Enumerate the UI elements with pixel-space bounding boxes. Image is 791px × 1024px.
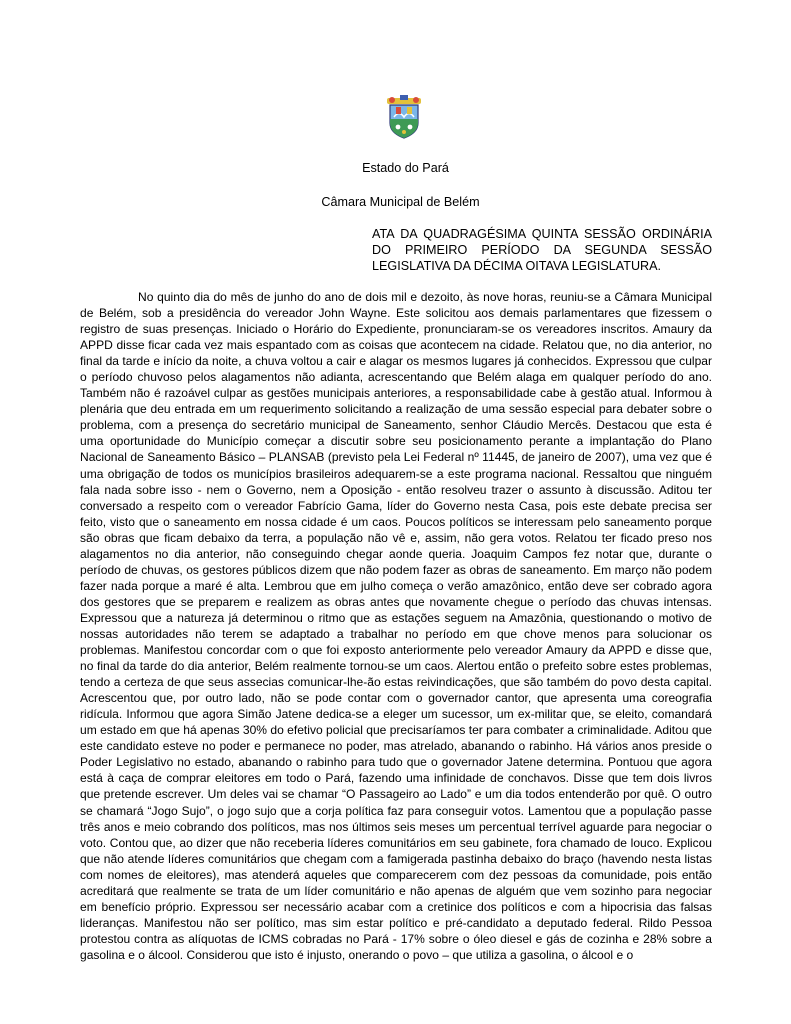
minutes-body-paragraph: No quinto dia do mês de junho do ano de dois mil e dezoito, às nove horas, reuniu-se a Câmara Municipal de Belém, sob a presidência do vereador John Wayne. Este solicitou aos demais parlamentares que fizessem o registro de suas presenças. Iniciado o Horário do Expediente, pronunciaram-se os vereadores inscritos. Amaury da APPD disse ficar cada vez mais espantado com as coisas que acontecem na cidade. Relatou que, no dia anterior, no final da tarde e início da noite, a chuva voltou a cair e alagar os mesmos lugares já conhecidos. Expressou que culpar o período chuvoso pelos alagamentos não adianta, acrescentando que Belém alaga em qualquer período do ano. Também não é razoável culpar as gestões municipais anteriores, a responsabilidade cabe à gestão atual. Informou à plenária que deu entrada em um requerimento solicitando a realização de uma sessão especial para debater sobre o problema, com a presença do secretário municipal de Saneamento, senhor Cláudio Mercês. Destacou que esta é uma oportunidade do Município começar a discutir sobre seu posicionamento perante a implantação do Plano Nacional de Saneamento Básico – PLANSAB (previsto pela Lei Federal nº 11445, de janeiro de 2007), uma vez que é uma obrigação de todos os municípios brasileiros adequarem-se a este programa nacional. Ressaltou que ninguém fala nada sobre isso - nem o Governo, nem a Oposição - então resolveu trazer o assunto à discussão. Aditou ter conversado a respeito com o vereador Fabrício Gama, líder do Governo nesta Casa, pois este debate precisa ser feito, visto que o saneamento em nossa cidade é um caos. Poucos políticos se interessam pelo saneamento porque são obras que ficam debaixo da terra, a população não vê e, assim, não gera votos. Relatou ter ficado preso nos alagamentos no dia anterior, não conseguindo chegar aonde queria. Joaquim Campos fez notar que, durante o período de chuvas, os gestores públicos dizem que não podem fazer as obras de saneamento. Em março não podem fazer nada porque a maré é alta. Lembrou que em julho começa o verão amazônico, então deve ser cobrado agora dos gestores que se preparem e realizem as obras antes que novamente chegue o período das chuvas intensas. Expressou que a natureza já determinou o ritmo que as estações seguem na Amazônia, questionando o motivo de nossas autoridades não terem se adaptado a trabalhar no período em que chove menos para solucionar os problemas. Manifestou concordar com o que foi exposto anteriormente pelo vereador Amaury da APPD e disse que, no final da tarde do dia anterior, Belém realmente tornou-se um caos. Alertou então o prefeito sobre estes problemas, tendo a certeza de que seus assecias comunicar-lhe-ão estas reivindicações, que são também do povo desta capital. Acrescentou que, por outro lado, não se pode contar com o governador cantor, que apresenta uma coreografia ridícula. Informou que agora Simão Jatene dedica-se a eleger um sucessor, um ex-militar que, se eleito, comandará um estado em que há apenas 30% do efetivo policial que precisaríamos ter para combater a criminalidade. Aditou que este candidato esteve no poder e permanece no poder, mas atrelado, abanando o rabinho. Há vários anos preside o Poder Legislativo no estado, abanando o rabinho para tudo que o governador Jatene determina. Pontuou que agora está à caça de comprar eleitores em todo o Pará, fazendo uma infinidade de conchavos. Disse que tem dois livros que pretende escrever. Um deles vai se chamar “O Passageiro ao Lado” e um dia todos entenderão por quê. O outro se chamará “Jogo Sujo”, o jogo sujo que a corja política faz para conseguir votos. Lamentou que a população passe três anos e meio cobrando dos políticos, mas nos últimos seis meses um percentual terrível aguarde para negociar o voto. Contou que, ao dizer que não receberia líderes comunitários em seu gabinete, fora chamado de louco. Explicou que não atende líderes comunitários que chegam com a famigerada pastinha debaixo do braço (havendo nesta listas com nomes de eleitores), mas atenderá aqueles que comparecerem com dez pessoas da comunidade, pois então acreditará que realmente se trata de um líder comunitário e não apenas de alguém que vem sozinho para negociar em benefício próprio. Expressou ser necessário acabar com a cretinice dos políticos e com a hipocrisia das falsas lideranças. Manifestou não ser político, mas sim estar político e pré-candidato a deputado federal. Rildo Pessoa protestou contra as alíquotas de ICMS cobradas no Pará - 17% sobre o óleo diesel e gás de cozinha e 28% sobre a gasolina e o álcool. Considerou que isto é injusto, onerando o povo – que utiliza a gasolina, o álcool e o — [80, 290, 712, 962]
chamber-heading: Câmara Municipal de Belém — [321, 195, 480, 209]
crest-tower-left — [396, 107, 401, 114]
crest-dot-left — [396, 125, 401, 130]
crest-ornament-left — [389, 97, 395, 103]
state-heading: Estado do Pará — [362, 161, 449, 175]
belem-coat-of-arms-icon — [386, 95, 422, 139]
crest-dot-right — [408, 125, 413, 130]
crest-shield-lower — [390, 119, 418, 138]
crest-tower-right — [407, 107, 412, 114]
crest-ornament-right — [413, 97, 419, 103]
crest-dot-bottom — [402, 130, 406, 134]
crest-top-flag — [400, 95, 408, 100]
document-title: ATA DA QUADRAGÉSIMA QUINTA SESSÃO ORDINÁRIA DO PRIMEIRO PERÍODO DA SEGUNDA SESSÃO LEGISLATIVA DA DÉCIMA OITAVA LEGISLATURA. — [372, 227, 712, 273]
